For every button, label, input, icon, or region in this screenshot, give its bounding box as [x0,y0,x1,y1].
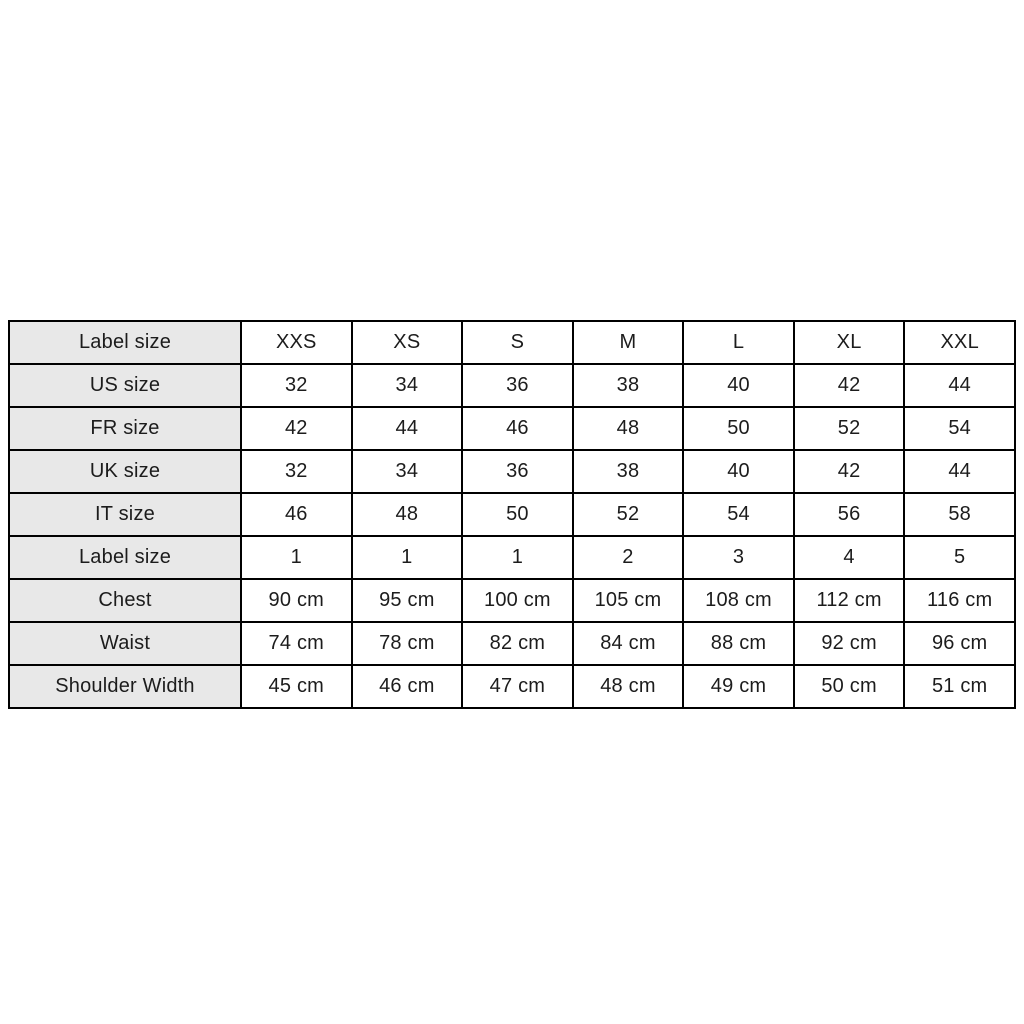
header-cell: M [573,321,684,364]
data-cell: 34 [352,450,463,493]
data-cell: 49 cm [683,665,794,708]
row-label: Shoulder Width [9,665,241,708]
row-label: IT size [9,493,241,536]
data-cell: 44 [352,407,463,450]
data-row [9,536,1015,579]
header-cell: XXS [241,321,352,364]
data-cell: 1 [462,536,573,579]
data-cell: 52 [794,407,905,450]
data-cell: 3 [683,536,794,579]
data-cell: 38 [573,364,684,407]
data-cell: 36 [462,364,573,407]
header-row [9,321,1015,364]
row-label: Waist [9,622,241,665]
data-cell: 32 [241,364,352,407]
data-cell: 50 cm [794,665,905,708]
data-cell: 108 cm [683,579,794,622]
data-cell: 54 [904,407,1015,450]
data-cell: 50 [683,407,794,450]
data-cell: 58 [904,493,1015,536]
data-cell: 40 [683,450,794,493]
data-cell: 116 cm [904,579,1015,622]
header-cell: L [683,321,794,364]
data-row [9,364,1015,407]
header-cell: S [462,321,573,364]
data-cell: 96 cm [904,622,1015,665]
data-cell: 84 cm [573,622,684,665]
data-cell: 56 [794,493,905,536]
data-cell: 51 cm [904,665,1015,708]
data-cell: 47 cm [462,665,573,708]
data-cell: 92 cm [794,622,905,665]
data-cell: 46 [462,407,573,450]
data-cell: 78 cm [352,622,463,665]
row-label: FR size [9,407,241,450]
header-cell: XXL [904,321,1015,364]
data-cell: 4 [794,536,905,579]
data-cell: 50 [462,493,573,536]
data-cell: 5 [904,536,1015,579]
data-cell: 52 [573,493,684,536]
data-cell: 34 [352,364,463,407]
data-cell: 1 [352,536,463,579]
data-cell: 45 cm [241,665,352,708]
row-label: Label size [9,536,241,579]
row-label: UK size [9,450,241,493]
data-cell: 74 cm [241,622,352,665]
data-cell: 36 [462,450,573,493]
data-cell: 2 [573,536,684,579]
data-cell: 38 [573,450,684,493]
data-cell: 105 cm [573,579,684,622]
data-cell: 48 [352,493,463,536]
data-cell: 42 [794,364,905,407]
row-label: Label size [9,321,241,364]
data-cell: 88 cm [683,622,794,665]
data-row [9,665,1015,708]
data-row [9,407,1015,450]
header-cell: XL [794,321,905,364]
size-chart-body [9,321,1015,708]
data-cell: 42 [794,450,905,493]
data-cell: 48 cm [573,665,684,708]
data-cell: 42 [241,407,352,450]
data-cell: 44 [904,364,1015,407]
data-cell: 100 cm [462,579,573,622]
data-cell: 82 cm [462,622,573,665]
data-cell: 48 [573,407,684,450]
data-cell: 44 [904,450,1015,493]
data-row [9,579,1015,622]
data-row [9,450,1015,493]
data-row [9,622,1015,665]
data-cell: 54 [683,493,794,536]
size-chart-table [8,320,1016,709]
data-cell: 40 [683,364,794,407]
data-cell: 1 [241,536,352,579]
data-cell: 32 [241,450,352,493]
row-label: Chest [9,579,241,622]
data-cell: 95 cm [352,579,463,622]
row-label: US size [9,364,241,407]
data-cell: 46 [241,493,352,536]
data-row [9,493,1015,536]
data-cell: 46 cm [352,665,463,708]
header-cell: XS [352,321,463,364]
data-cell: 90 cm [241,579,352,622]
data-cell: 112 cm [794,579,905,622]
